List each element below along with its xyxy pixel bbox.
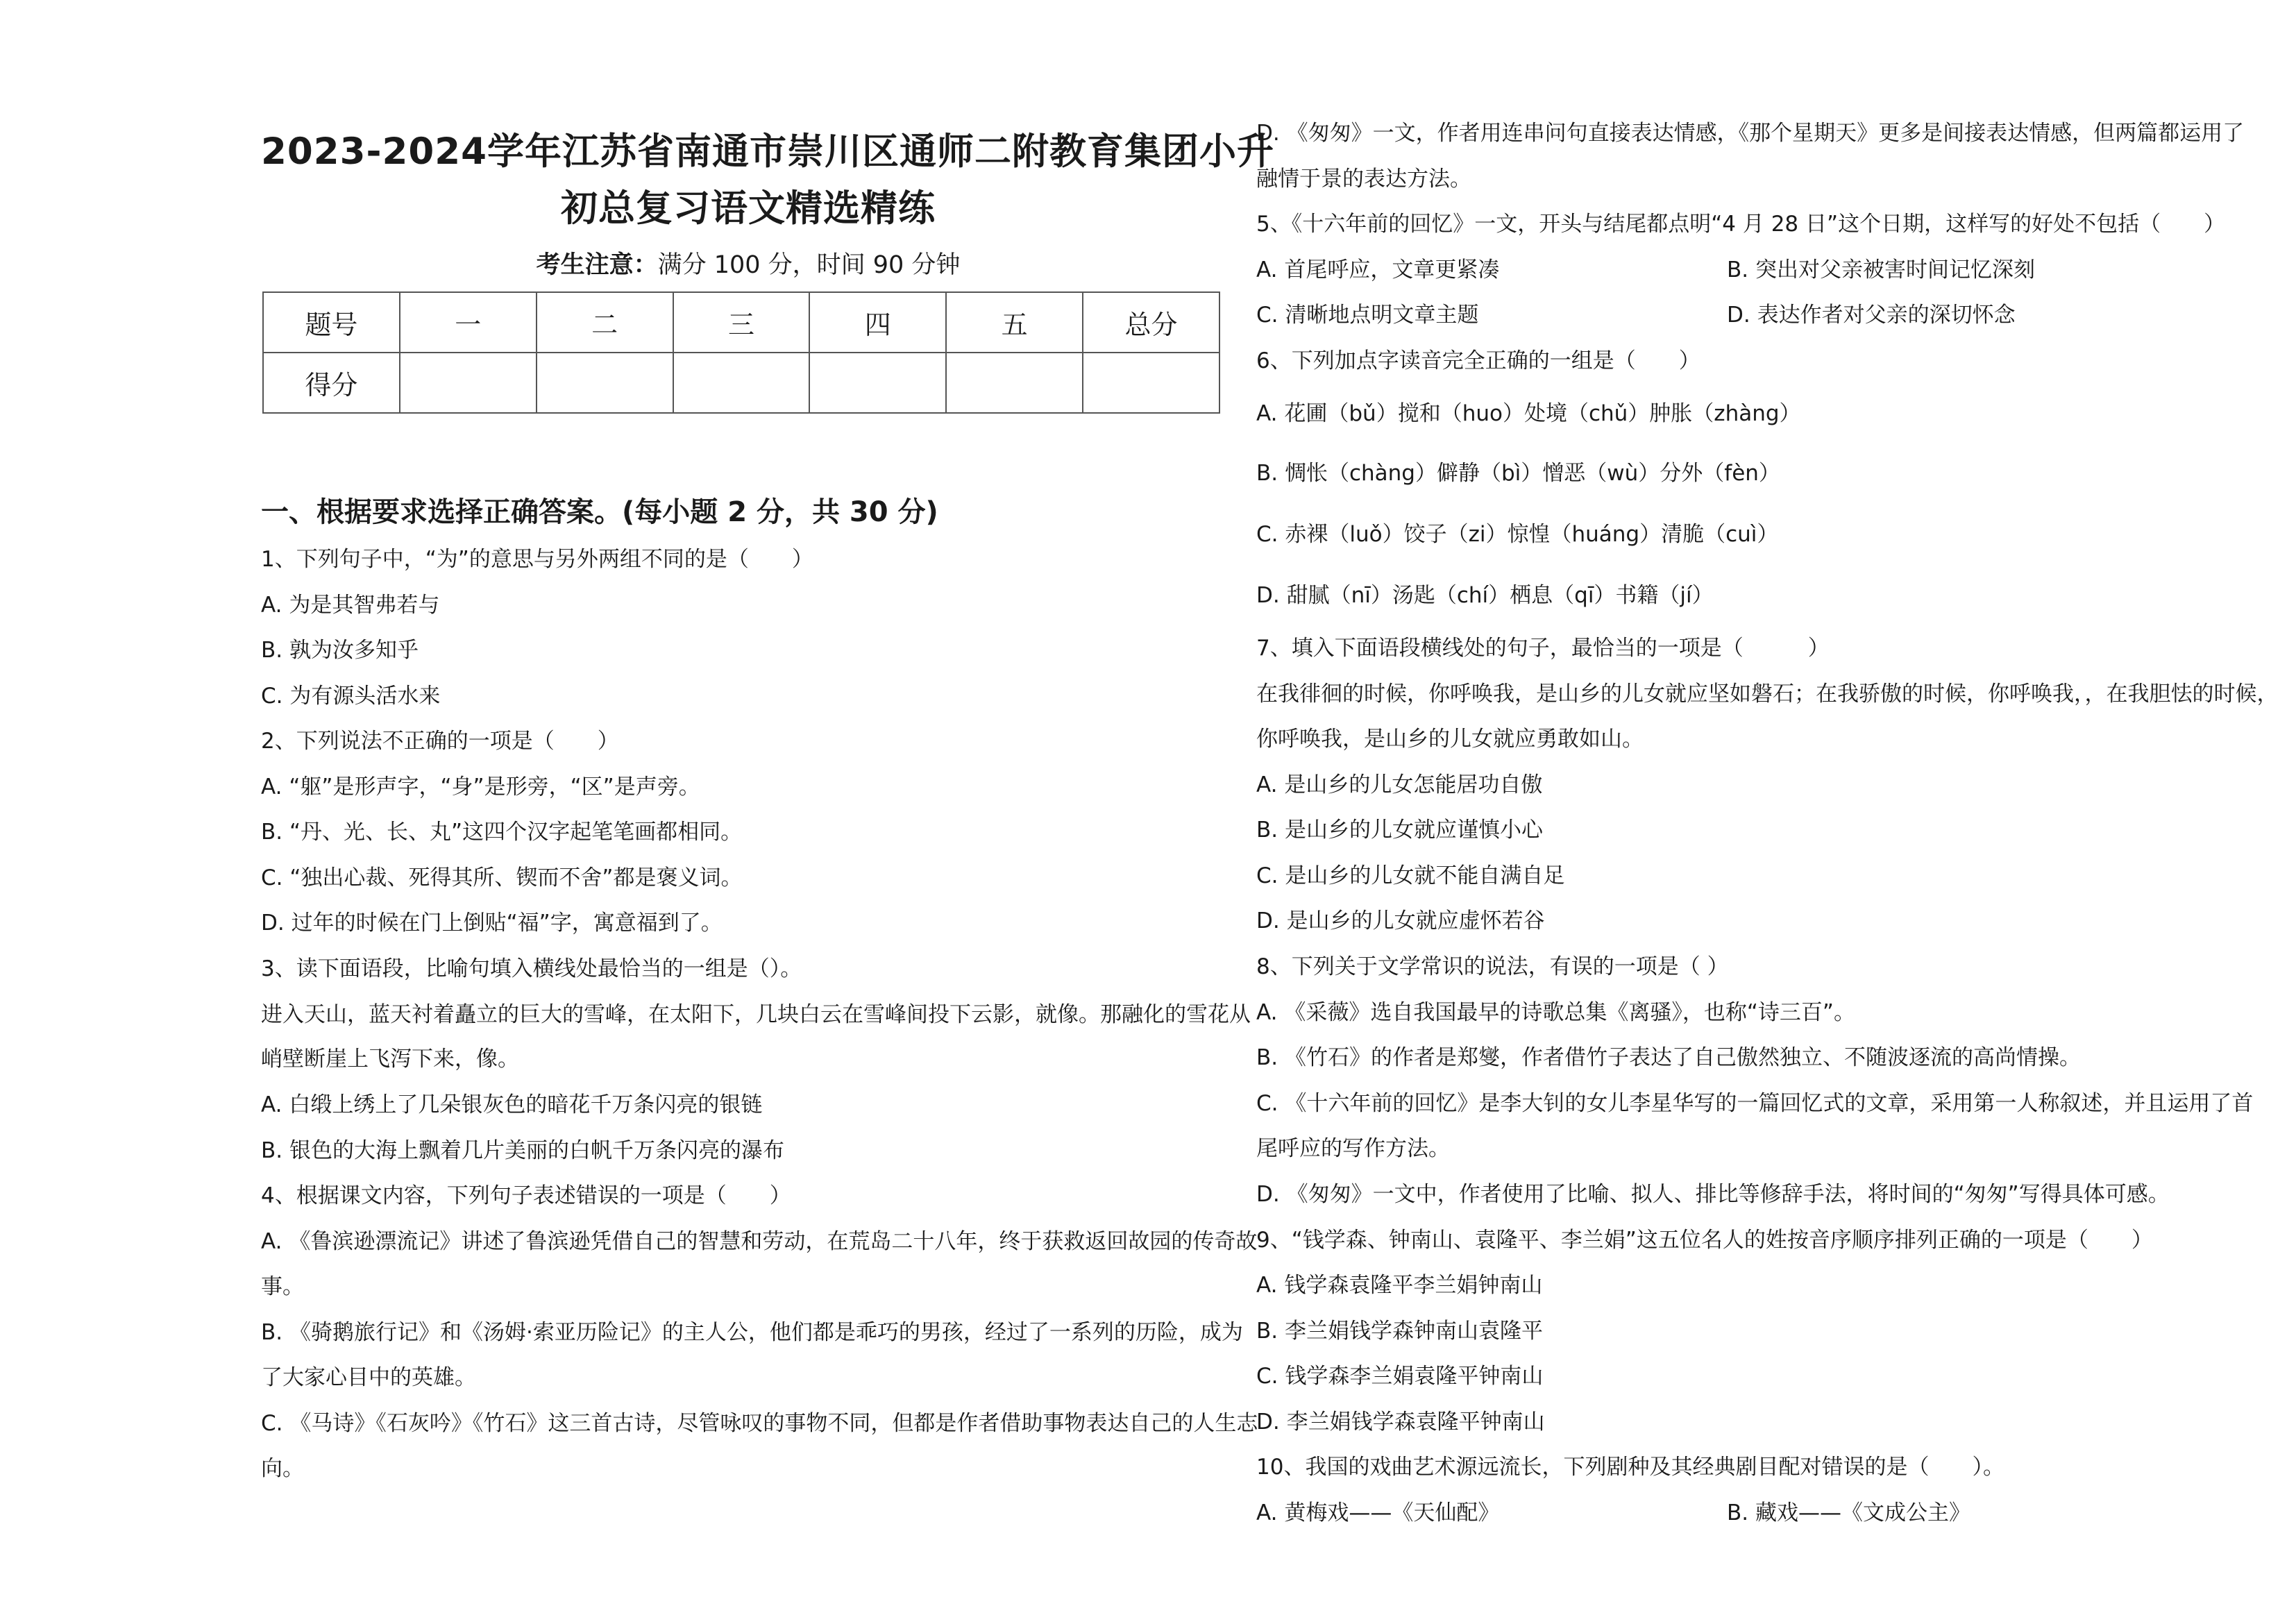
question-3-option-a: A. 白缎上绣上了几朵银灰色的暗花千万条闪亮的银链 bbox=[261, 1092, 763, 1117]
question-10: 10、我国的戏曲艺术源远流长，下列剧种及其经典剧目配对错误的是（ ）。 bbox=[1256, 1455, 2004, 1480]
question-1-option-c: C. 为有源头活水来 bbox=[261, 684, 441, 709]
question-2-option-d: D. 过年的时候在门上倒贴“福”字，寓意福到了。 bbox=[261, 911, 723, 936]
question-9-option-c: C. 钱学森李兰娟袁隆平钟南山 bbox=[1256, 1364, 1544, 1389]
question-3-option-b: B. 银色的大海上飘着几片美丽的白帆千万条闪亮的瀑布 bbox=[261, 1138, 784, 1163]
question-4: 4、根据课文内容，下列句子表述错误的一项是（ ） bbox=[261, 1183, 791, 1208]
score-table-header-row bbox=[263, 292, 1219, 353]
question-8-option-a: A. 《采薇》选自我国最早的诗歌总集《离骚》，也称“诗三百”。 bbox=[1256, 1000, 1855, 1025]
exam-notice bbox=[261, 246, 1235, 280]
question-9: 9、“钱学森、钟南山、袁隆平、李兰娟”这五位名人的姓按音序顺序排列正确的一项是（ ） bbox=[1256, 1228, 2153, 1253]
question-9-option-d: D. 李兰娟钱学森袁隆平钟南山 bbox=[1256, 1410, 1545, 1435]
question-6-option-d: D. 甜腻（nī）汤匙（chí）栖息（qī）书籍（jí） bbox=[1256, 583, 1714, 608]
question-7: 7、填入下面语段横线处的句子，最恰当的一项是（ ） bbox=[1256, 636, 1830, 661]
section-1-heading: 一、根据要求选择正确答案。(每小题 2 分，共 30 分) bbox=[261, 496, 938, 528]
score-table-header: 题号 bbox=[263, 292, 400, 353]
score-table-header: 总分 bbox=[1083, 292, 1219, 353]
question-5-option-row-2 bbox=[1256, 301, 2016, 329]
question-5: 5、《十六年前的回忆》一文，开头与结尾都点明“4 月 28 日”这个日期，这样写的好处不包括（ ） bbox=[1256, 212, 2226, 237]
score-row-label: 得分 bbox=[263, 353, 400, 413]
question-8-option-d: D. 《匆匆》一文中，作者使用了比喻、拟人、排比等修辞手法，将时间的“匆匆”写得具体可感。 bbox=[1256, 1182, 2170, 1207]
score-cell[interactable] bbox=[537, 353, 673, 413]
question-6: 6、下列加点字读音完全正确的一组是（ ） bbox=[1256, 348, 1700, 373]
question-4-option-b-line-2: 了大家心目中的英雄。 bbox=[261, 1365, 476, 1390]
score-cell[interactable] bbox=[1083, 353, 1219, 413]
score-table bbox=[262, 291, 1220, 414]
question-4-option-d-line-1: D. 《匆匆》一文，作者用连串问句直接表达情感，《那个星期天》更多是间接表达情感，但两篇都运用了 bbox=[1256, 121, 2245, 146]
question-8: 8、下列关于文学常识的说法，有误的一项是（ ） bbox=[1256, 954, 1729, 979]
question-6-option-a: A. 花圃（bǔ）搅和（huo）处境（chǔ）肿胀（zhàng） bbox=[1256, 401, 1801, 426]
question-1-option-b: B. 孰为汝多知乎 bbox=[261, 638, 419, 663]
exam-notice-text: 满分 100 分，时间 90 分钟 bbox=[657, 251, 961, 279]
question-4-option-a-line-2: 事。 bbox=[261, 1274, 304, 1299]
page-title-line-1: 2023-2024学年江苏省南通市崇川区通师二附教育集团小升 bbox=[261, 130, 1275, 173]
question-3-passage-line-2: 峭壁断崖上飞泻下来，像。 bbox=[261, 1047, 519, 1072]
score-table-header: 二 bbox=[537, 292, 673, 353]
question-9-option-b: B. 李兰娟钱学森钟南山袁隆平 bbox=[1256, 1319, 1543, 1344]
question-10-option-row-1 bbox=[1256, 1499, 1970, 1527]
score-cell[interactable] bbox=[673, 353, 810, 413]
score-table-header: 四 bbox=[809, 292, 946, 353]
question-4-option-a-line-1: A. 《鲁滨逊漂流记》讲述了鲁滨逊凭借自己的智慧和劳动，在荒岛二十八年，终于获救返回故园的传奇故 bbox=[261, 1229, 1258, 1254]
score-table-score-row bbox=[263, 353, 1219, 413]
question-4-option-b-line-1: B. 《骑鹅旅行记》和《汤姆·索亚历险记》的主人公，他们都是乖巧的男孩，经过了一系列的历险，成为 bbox=[261, 1320, 1243, 1345]
score-cell[interactable] bbox=[946, 353, 1083, 413]
question-4-option-d-line-2: 融情于景的表达方法。 bbox=[1256, 167, 1471, 192]
question-2-option-a: A. “躯”是形声字，“身”是形旁，“区”是声旁。 bbox=[261, 775, 700, 800]
question-3: 3、读下面语段，比喻句填入横线处最恰当的一组是（）。 bbox=[261, 956, 802, 981]
question-4-option-c-line-2: 向。 bbox=[261, 1456, 304, 1481]
question-1-option-a: A. 为是其智弗若与 bbox=[261, 593, 440, 618]
question-10-option-a: A. 黄梅戏——《天仙配》 bbox=[1256, 1500, 1500, 1525]
score-cell[interactable] bbox=[400, 353, 537, 413]
question-4-option-c-line-1: C. 《马诗》《石灰吟》《竹石》这三首古诗，尽管咏叹的事物不同，但都是作者借助事物表达自己的人生志 bbox=[261, 1411, 1258, 1436]
question-7-passage-line-1: 在我徘徊的时候，你呼唤我，是山乡的儿女就应坚如磐石；在我骄傲的时候，你呼唤我，，在我胆怯的时候， bbox=[1256, 682, 2279, 707]
question-5-option-a: A. 首尾呼应，文章更紧凑 bbox=[1256, 257, 1500, 282]
question-5-option-c: C. 清晰地点明文章主题 bbox=[1256, 303, 1479, 328]
question-7-option-a: A. 是山乡的儿女怎能居功自傲 bbox=[1256, 772, 1543, 797]
question-2-option-b: B. “丹、光、长、丸”这四个汉字起笔笔画都相同。 bbox=[261, 820, 743, 845]
question-5-option-row-1 bbox=[1256, 256, 2035, 284]
question-2: 2、下列说法不正确的一项是（ ） bbox=[261, 729, 619, 754]
question-10-option-b: B. 藏戏——《文成公主》 bbox=[1727, 1500, 1970, 1525]
question-7-option-c: C. 是山乡的儿女就不能自满自足 bbox=[1256, 863, 1565, 888]
question-3-passage-line-1: 进入天山，蓝天衬着矗立的巨大的雪峰，在太阳下，几块白云在雪峰间投下云影，就像。那融化的雪花从 bbox=[261, 1002, 1251, 1027]
question-8-option-b: B. 《竹石》的作者是郑燮，作者借竹子表达了自己傲然独立、不随波逐流的高尚情操。 bbox=[1256, 1045, 2081, 1070]
score-table-header: 五 bbox=[946, 292, 1083, 353]
question-5-option-b: B. 突出对父亲被害时间记忆深刻 bbox=[1727, 257, 2035, 282]
score-table-header: 一 bbox=[400, 292, 537, 353]
score-cell[interactable] bbox=[809, 353, 946, 413]
page-title-line-2: 初总复习语文精选精练 bbox=[561, 187, 936, 230]
score-table-header: 三 bbox=[673, 292, 810, 353]
question-8-option-c-line-1: C. 《十六年前的回忆》是李大钊的女儿李星华写的一篇回忆式的文章，采用第一人称叙述，并且运用了首 bbox=[1256, 1091, 2254, 1116]
question-6-option-c: C. 赤裸（luǒ）饺子（zi）惊惶（huáng）清脆（cuì） bbox=[1256, 522, 1779, 547]
question-5-option-d: D. 表达作者对父亲的深切怀念 bbox=[1727, 303, 2016, 328]
question-2-option-c: C. “独出心裁、死得其所、锲而不舍”都是褒义词。 bbox=[261, 865, 743, 890]
question-7-passage-line-2: 你呼唤我，是山乡的儿女就应勇敢如山。 bbox=[1256, 727, 1644, 752]
question-9-option-a: A. 钱学森袁隆平李兰娟钟南山 bbox=[1256, 1273, 1543, 1298]
question-7-option-b: B. 是山乡的儿女就应谨慎小心 bbox=[1256, 818, 1543, 843]
question-1: 1、下列句子中，“为”的意思与另外两组不同的是（ ） bbox=[261, 547, 813, 572]
question-7-option-d: D. 是山乡的儿女就应虚怀若谷 bbox=[1256, 908, 1545, 933]
question-8-option-c-line-2: 尾呼应的写作方法。 bbox=[1256, 1136, 1450, 1161]
question-6-option-b: B. 惆怅（chàng）僻静（bì）憎恶（wù）分外（fèn） bbox=[1256, 461, 1780, 486]
exam-notice-label: 考生注意： bbox=[536, 251, 658, 279]
